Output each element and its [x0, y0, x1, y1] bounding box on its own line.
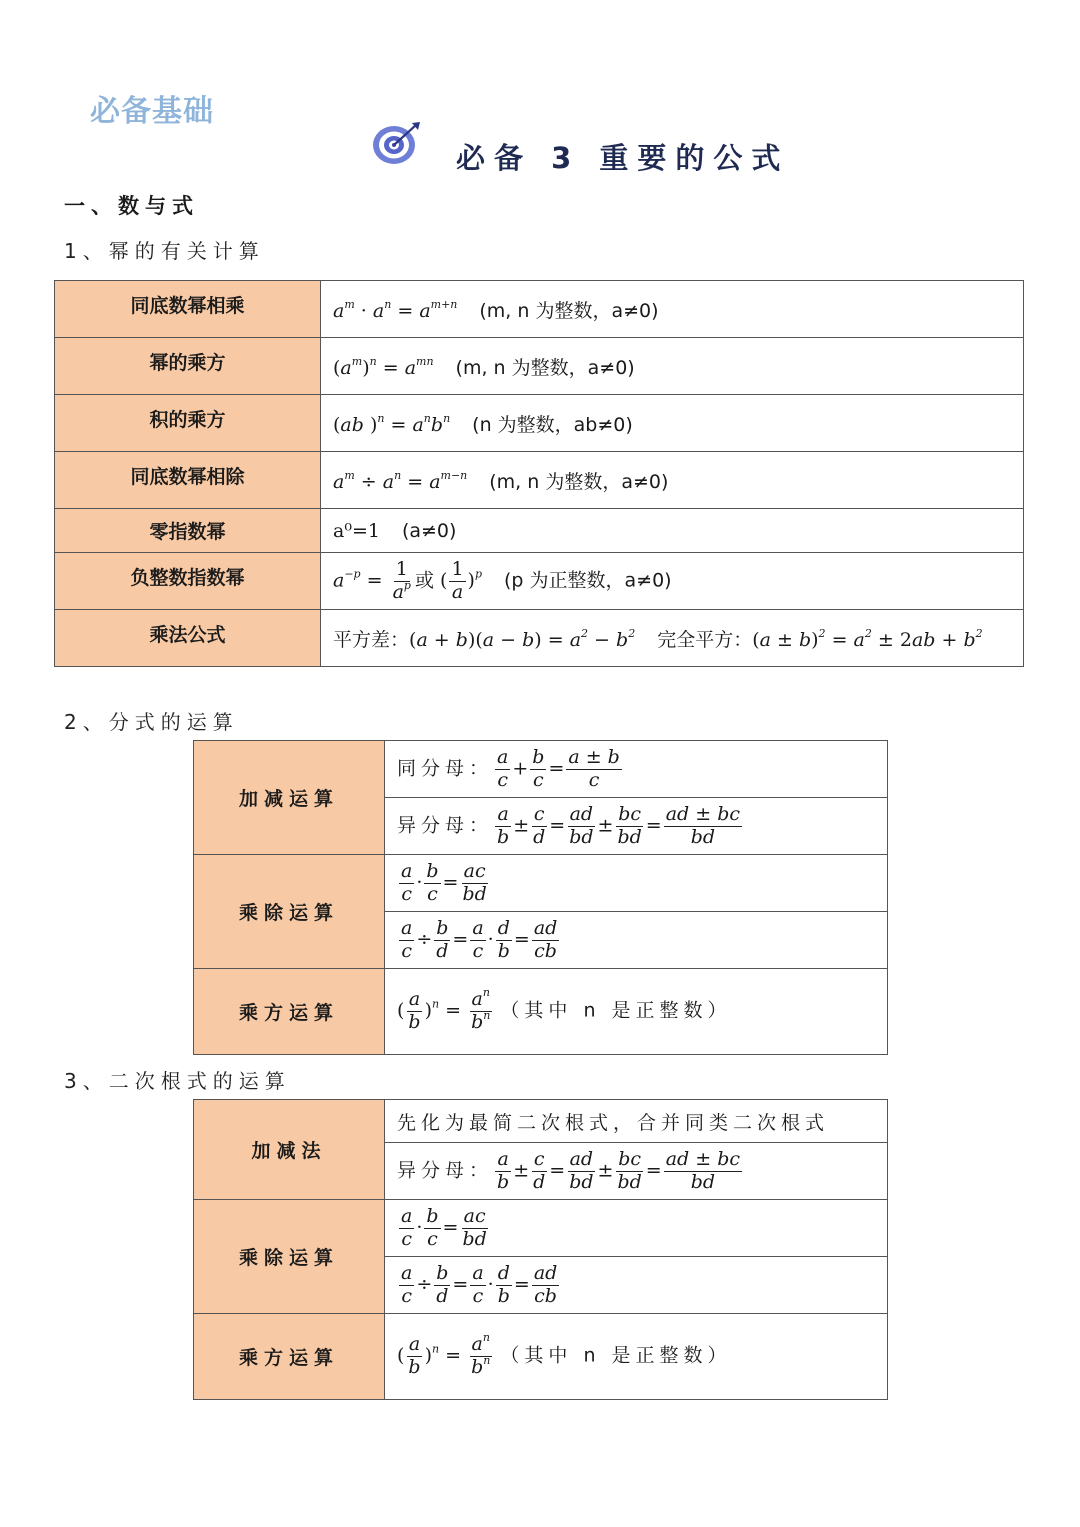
radical-ops-table	[193, 1099, 888, 1400]
row-label: 乘法公式	[55, 610, 321, 667]
row-label: 加减运算	[194, 741, 385, 855]
formula-cell: $(a^m)^n = a^{mn}$ (m, n 为整数，a≠0)	[321, 338, 1024, 395]
table-row	[194, 855, 888, 912]
row-label: 幂的乘方	[55, 338, 321, 395]
formula-cell: $a^m \div a^n = a^{m-n}$ (m, n 为整数，a≠0)	[321, 452, 1024, 509]
table-row	[194, 1314, 888, 1400]
row-label: 同底数幂相乘	[55, 281, 321, 338]
subsection-heading: 1、幂的有关计算	[64, 239, 265, 263]
formula-cell: ( $\frac{a}{b}$ )$^n$ = $\frac{a^n}{b^n}$ （其中 n 是正整数）	[385, 969, 888, 1055]
row-label: 积的乘方	[55, 395, 321, 452]
condition-text: (n 为整数，ab≠0)	[472, 413, 633, 436]
formula-cell: $\frac{a}{c}$ · $\frac{b}{c}$ = $\frac{ac}{bd}$	[385, 1200, 888, 1257]
fraction-ops-table	[193, 740, 888, 1055]
condition-text: (m, n 为整数，a≠0)	[489, 470, 669, 493]
table-row	[194, 969, 888, 1055]
table-row	[55, 338, 1024, 395]
diff-denominator-label: 异分母：	[397, 1159, 494, 1181]
subsection-heading: 2、分式的运算	[64, 710, 239, 734]
condition-text: (p 为正整数，a≠0)	[504, 569, 672, 591]
formula-cell: $a^{-p}$ = $\frac{1}{a^p}$ 或 ( $\frac{1}{a}$ )$^p$ (p 为正整数，a≠0)	[321, 553, 1024, 610]
table-row	[194, 741, 888, 798]
row-label: 同底数幂相除	[55, 452, 321, 509]
difference-of-squares-label: 平方差：	[333, 628, 410, 651]
condition-text: (m, n 为整数，a≠0)	[479, 299, 659, 322]
row-label: 加减法	[194, 1100, 385, 1200]
formula-cell	[385, 1100, 888, 1143]
power-note: （其中 n 是正整数）	[500, 999, 732, 1022]
formula-cell: ( $\frac{a}{b}$ )$^n$ = $\frac{a^n}{b^n}$ （其中 n 是正整数）	[385, 1314, 888, 1400]
power-rules-table	[54, 280, 1024, 667]
formula-cell: 异分母： $\frac{a}{b}$ ± $\frac{c}{d}$ = $\frac{ad}{bd}$ ± $\frac{bc}{bd}$ = $\frac{ad \pm bc}{bd}$	[385, 798, 888, 855]
formula-cell: $a^m \cdot a^n = a^{m+n}$ (m, n 为整数，a≠0)	[321, 281, 1024, 338]
formula-cell: $\frac{a}{c}$ · $\frac{b}{c}$ = $\frac{ac}{bd}$	[385, 855, 888, 912]
row-label: 乘除运算	[194, 1200, 385, 1314]
condition-text: (m, n 为整数，a≠0)	[455, 356, 635, 379]
power-note: （其中 n 是正整数）	[500, 1344, 732, 1367]
formula-cell	[321, 509, 1024, 553]
zero-exponent-formula: a⁰=1	[333, 519, 380, 542]
formula-cell: $\frac{a}{c}$ ÷ $\frac{b}{d}$ = $\frac{a}{c}$ · $\frac{d}{b}$ = $\frac{ad}{cb}$	[385, 912, 888, 969]
simplify-text: 先化为最简二次根式，合并同类二次根式	[397, 1111, 830, 1134]
table-row	[194, 1200, 888, 1257]
table-row	[55, 452, 1024, 509]
condition-text: (a≠0)	[401, 519, 457, 542]
same-denominator-label: 同分母：	[397, 757, 494, 779]
target-icon	[370, 120, 422, 166]
table-row	[55, 610, 1024, 667]
formula-cell: 同分母： $\frac{a}{c}$ + $\frac{b}{c}$ = $\frac{a \pm b}{c}$	[385, 741, 888, 798]
table-row	[55, 509, 1024, 553]
formula-cell: (ab )$^n = a^nb^n$ (n 为整数，ab≠0)	[321, 395, 1024, 452]
row-label: 乘方运算	[194, 969, 385, 1055]
section-heading: 一、数与式	[64, 194, 199, 218]
row-label: 零指数幂	[55, 509, 321, 553]
row-label: 负整数指数幂	[55, 553, 321, 610]
table-row	[55, 281, 1024, 338]
table-row	[194, 1100, 888, 1143]
subsection-heading: 3、二次根式的运算	[64, 1069, 291, 1093]
table-row	[55, 395, 1024, 452]
row-label: 乘除运算	[194, 855, 385, 969]
formula-cell: 异分母： $\frac{a}{b}$ ± $\frac{c}{d}$ = $\frac{ad}{bd}$ ± $\frac{bc}{bd}$ = $\frac{ad \pm bc}{bd}$	[385, 1143, 888, 1200]
diff-denominator-label: 异分母：	[397, 814, 494, 836]
perfect-square-label: 完全平方：	[657, 628, 753, 651]
table-row	[55, 553, 1024, 610]
row-label: 乘方运算	[194, 1314, 385, 1400]
or-text: 或	[414, 569, 434, 591]
page-title: 必备 3 重要的公式	[456, 141, 790, 175]
formula-cell: $\frac{a}{c}$ ÷ $\frac{b}{d}$ = $\frac{a}{c}$ · $\frac{d}{b}$ = $\frac{ad}{cb}$	[385, 1257, 888, 1314]
formula-cell: 平方差：$(a + b)(a - b) = a^2 - b^2$ 完全平方：$(a \pm b)^2 = a^2 \pm 2ab + b^2$	[321, 610, 1024, 667]
section-tag: 必备基础	[90, 94, 214, 129]
